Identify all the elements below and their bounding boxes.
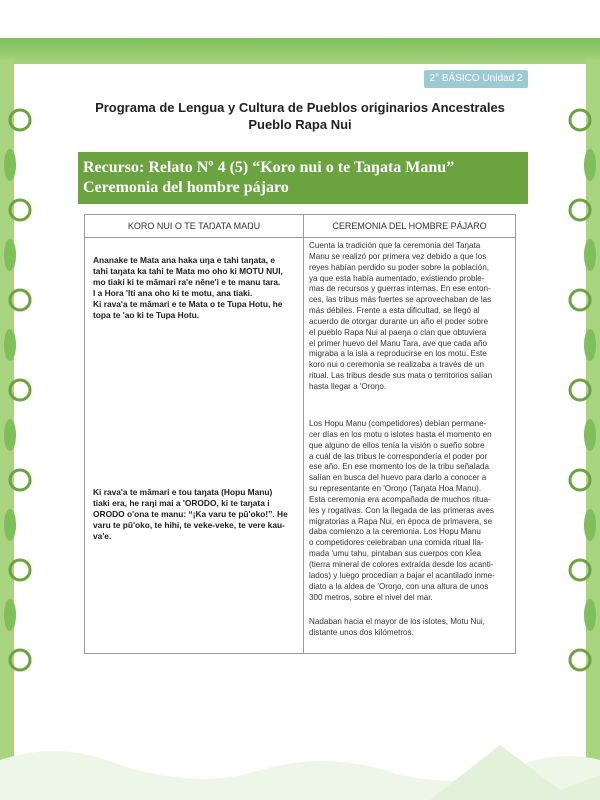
text-line: daba comienzo a la ceremonia. Los Hopu Manu (309, 527, 481, 537)
text-line: salían en busca del huevo para darlo a conocer a (309, 473, 487, 483)
text-line: ORODO o'ona te manu: “¡Ka varu te pū'oko!”. He (93, 509, 288, 519)
right-ornament-border (566, 60, 600, 760)
text-line: I a Hora 'Iti ana oho ki te motu, ana tiaki. (93, 288, 253, 298)
column-divider (303, 215, 304, 653)
text-line: Nadaban hacia el mayor de los islotes, Motu Nui, (309, 617, 485, 626)
text-line: Cuenta la tradición que la ceremonia del Taŋata (309, 241, 481, 250)
text-line: tahi taŋata ka tahi te Mata mo oho ki MOTU NUI, (93, 266, 283, 276)
text-line: ese año. En ese momento los de la tribu señalada (309, 462, 489, 472)
spanish-text-block-1 (309, 241, 507, 393)
text-line: varu te pū'oko, te hihi, te veke-veke, te vere kau- (93, 520, 285, 530)
top-white-band (0, 0, 600, 38)
text-line: Manu se realizó por primera vez debido a que los (309, 251, 487, 261)
column-header-rapanui: KORO NUI O TE TAŊATA MAŊU (127, 221, 261, 231)
text-line: ritual. Las tribus desde sus mata o territorios salían (309, 371, 493, 381)
text-line: Ki rava'a te māmari e te Mata o te Tupa Hotu, he (93, 299, 283, 309)
rapanui-text-block-2 (93, 487, 297, 542)
program-title: Programa de Lengua y Cultura de Pueblos originarios Ancestrales (95, 100, 505, 115)
spanish-text-block-2 (309, 419, 507, 603)
grade-unit-badge: 2° BÁSICO Unidad 2 (424, 70, 528, 88)
resource-title-box (78, 152, 528, 204)
text-line: acuerdo de otorgar durante un año el poder sobre (309, 316, 489, 326)
text-line: 300 metros, sobre el nivel del mar. (309, 592, 433, 602)
table-header-row (85, 215, 515, 238)
top-decorative-border (0, 38, 600, 64)
spanish-text-block-3 (309, 617, 507, 639)
text-line: mada 'umu tahu, pintaban sus cuerpos con kī̄ea (309, 549, 482, 559)
text-line: el pueblo Rapa Nui al paeŋa o clan que obtuviera (309, 327, 487, 337)
text-line: reyes habían perdido su poder sobre la población, (309, 262, 489, 272)
text-line: cer días en los motu o islotes hasta el momento en (309, 429, 492, 439)
bilingual-story-table (84, 214, 516, 654)
text-line: les y rogativas. Con la llegada de las primeras aves (309, 505, 494, 515)
text-line: koro nui o ceremonia se realizaba a través de un (309, 360, 485, 370)
resource-title-line1: Recurso: Relato Nº 4 (5) “Koro nui o te Taŋata Manu” (83, 159, 455, 176)
text-line: (tierra mineral de colores extraída desde los acanti- (309, 559, 494, 569)
text-line: o competidores celebraban una comida ritual lla- (309, 538, 484, 548)
text-line: migraba a la isla a reproducirse en los motu. Este (309, 349, 487, 359)
text-line: Los Hopu Manu (competidores) debían permane- (309, 419, 487, 428)
text-line: ya que esta había aumentado, existiendo proble- (309, 273, 485, 283)
text-line: diato a la aldea de 'Oroŋo, con una altura de unos (309, 581, 489, 591)
rapanui-text-block-1 (93, 255, 297, 321)
column-header-spanish: CEREMONIA DEL HOMBRE PÁJARO (332, 221, 487, 231)
text-line: el primer huevo del Manu Tara, ave que cada año (309, 338, 488, 348)
text-line: lados) y luego procedían a bajar el acantilado inme- (309, 570, 495, 580)
text-line: hasta llegar a 'Oroŋo. (309, 381, 387, 391)
text-line: topa te 'ao ki te Tupa Hotu. (93, 310, 200, 320)
text-line: mas de recursos y guerras internas. En ese enton- (309, 284, 491, 294)
program-subtitle: Pueblo Rapa Nui (248, 117, 352, 132)
text-line: Ananake te Mata ana haka uŋa e tahi taŋata, e (93, 255, 275, 265)
text-line: su representante en 'Oroŋo (Taŋata Hoa Manu). (309, 484, 482, 494)
text-line: tiaki era, he raŋi mai a 'ORODO, ki te taŋata i (93, 498, 270, 508)
text-line: migratorias a Rapa Nui, en época de primavera, se (309, 516, 493, 526)
text-line: Ki rava'a te māmari e tou taŋata (Hopu Manu) (93, 487, 273, 497)
text-line: ces, las tribus más fuertes se aprovechaban de las (309, 295, 492, 305)
resource-title-line2: Ceremonia del hombre pájaro (83, 179, 289, 196)
text-line: Esta ceremonia era acompañada de muchos ritua- (309, 494, 491, 504)
text-line: mo tiaki ki te māmari ra'e nēne'i e te manu tara. (93, 277, 281, 287)
bottom-landscape-decoration (0, 720, 600, 800)
text-line: que alguno de ellos tenía la visión o sueño sobre (309, 440, 485, 450)
text-line: va'e. (93, 531, 112, 541)
text-line: distante unos dos kilómetros. (309, 627, 414, 637)
left-ornament-border (0, 60, 34, 760)
text-line: a cuál de las tribus le correspondería el poder por (309, 451, 488, 461)
text-line: más débiles. Frente a esta dificultad, se llegó al (309, 306, 480, 316)
